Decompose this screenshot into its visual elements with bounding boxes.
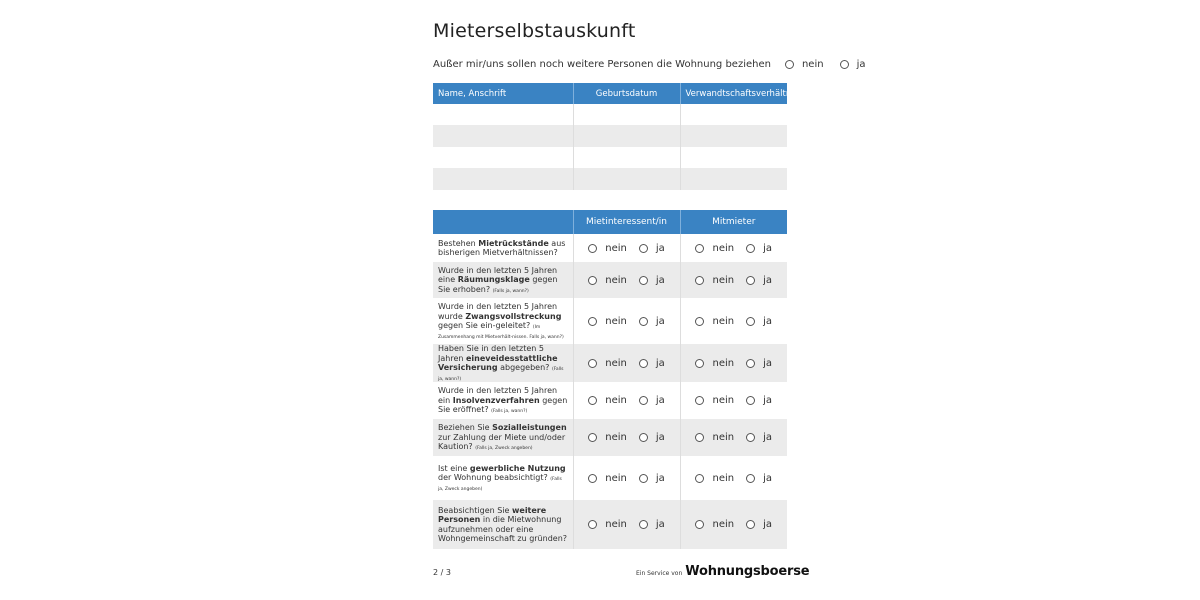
radio-nein[interactable] xyxy=(695,317,704,326)
radio-ja[interactable] xyxy=(639,396,648,405)
question-note: (Falls ja, wann?) xyxy=(492,288,529,294)
people-row xyxy=(433,125,787,146)
comieter-option-ja[interactable] xyxy=(746,275,772,286)
question-row xyxy=(433,234,787,262)
people-table-header xyxy=(433,83,787,104)
option-label: nein xyxy=(712,315,735,327)
radio-nein[interactable] xyxy=(588,276,597,285)
question-keyword: Zwangsvollstreckung xyxy=(465,311,562,321)
question-text-cell xyxy=(433,500,573,549)
radio-ja[interactable] xyxy=(746,474,755,483)
question-keyword: gewerbliche Nutzung xyxy=(469,463,566,473)
question-text: Wurde in den letzten 5 Jahren eine xyxy=(438,265,558,285)
header-birthdate: Geburtsdatum xyxy=(573,83,680,104)
question-text: Beabsichtigen Sie xyxy=(438,505,512,515)
applicant-option-nein[interactable] xyxy=(588,316,627,327)
applicant-option-nein[interactable] xyxy=(588,519,627,530)
questions-table-header xyxy=(433,210,787,234)
people-row xyxy=(433,168,787,189)
applicant-option-nein[interactable] xyxy=(588,432,627,443)
radio-nein[interactable] xyxy=(588,244,597,253)
birthdate-cell[interactable] xyxy=(573,125,680,146)
radio-ja[interactable] xyxy=(746,433,755,442)
people-row xyxy=(433,104,787,125)
comieter-option-ja[interactable] xyxy=(746,432,772,443)
radio-ja[interactable] xyxy=(746,359,755,368)
question-keyword: weitere Personen xyxy=(438,505,547,524)
option-label: nein xyxy=(605,395,627,406)
comieter-answer-cell xyxy=(680,344,787,382)
question-text: gegen Sie eröffnet? xyxy=(438,395,568,415)
option-label: ja xyxy=(856,58,866,70)
header-comieter: Mitmieter xyxy=(680,210,787,234)
question-text-cell xyxy=(433,234,573,262)
radio-nein[interactable] xyxy=(695,396,704,405)
question-keyword: Sozialleistungen xyxy=(492,423,567,433)
applicant-option-ja[interactable] xyxy=(639,358,665,369)
applicant-option-ja[interactable] xyxy=(639,243,665,254)
applicant-answer-cell xyxy=(573,262,680,298)
birthdate-cell[interactable] xyxy=(573,168,680,189)
radio-nein[interactable] xyxy=(588,520,597,529)
question-note: (Falls ja, wann?) xyxy=(491,409,528,415)
applicant-option-nein[interactable] xyxy=(588,358,627,369)
comieter-option-ja[interactable] xyxy=(746,519,772,530)
question-row xyxy=(433,298,787,344)
radio-nein[interactable] xyxy=(588,317,597,326)
name-address-cell[interactable] xyxy=(433,125,573,146)
radio-ja[interactable] xyxy=(639,244,648,253)
option-label: nein xyxy=(712,274,735,286)
comieter-option-nein[interactable] xyxy=(695,358,734,369)
option-label: nein xyxy=(605,432,627,443)
radio-ja[interactable] xyxy=(746,520,755,529)
option-label: ja xyxy=(763,519,772,530)
option-label: nein xyxy=(712,357,735,369)
relationship-cell[interactable] xyxy=(680,125,787,146)
question-row xyxy=(433,456,787,500)
name-address-cell[interactable] xyxy=(433,104,573,125)
comieter-option-ja[interactable] xyxy=(746,358,772,369)
question-note: (Falls ja, Zweck angeben) xyxy=(438,477,562,492)
comieter-option-ja[interactable] xyxy=(746,395,772,406)
radio-nein[interactable] xyxy=(695,474,704,483)
option-label: ja xyxy=(763,395,772,406)
option-label: nein xyxy=(605,357,627,369)
radio-ja[interactable] xyxy=(746,244,755,253)
applicant-option-ja[interactable] xyxy=(639,473,665,484)
question-row xyxy=(433,262,787,298)
comieter-answer-cell xyxy=(680,382,787,419)
radio-nein[interactable] xyxy=(588,359,597,368)
comieter-answer-cell xyxy=(680,234,787,262)
question-text: gegen Sie ein-geleitet? xyxy=(438,321,531,330)
radio-ja[interactable] xyxy=(746,276,755,285)
radio-nein[interactable] xyxy=(695,433,704,442)
option-label: nein xyxy=(712,472,735,484)
radio-ja[interactable] xyxy=(639,359,648,368)
option-label: ja xyxy=(763,242,772,254)
option-label: nein xyxy=(801,58,824,70)
option-label: nein xyxy=(712,395,735,406)
service-branding xyxy=(636,564,809,579)
question-row xyxy=(433,500,787,549)
radio-nein[interactable] xyxy=(695,244,704,253)
question-note: (Falls ja, Zweck angeben) xyxy=(475,446,533,452)
applicant-answer-cell xyxy=(573,298,680,344)
header-question xyxy=(433,210,573,234)
radio-nein[interactable] xyxy=(695,359,704,368)
applicant-answer-cell xyxy=(573,234,680,262)
option-label: ja xyxy=(763,472,772,484)
option-label: ja xyxy=(655,274,665,286)
persons-option-ja[interactable] xyxy=(840,59,866,70)
comieter-option-nein[interactable] xyxy=(695,473,734,484)
radio-nein[interactable] xyxy=(588,474,597,483)
comieter-option-nein[interactable] xyxy=(695,395,734,406)
radio-ja[interactable] xyxy=(639,433,648,442)
question-row xyxy=(433,382,787,419)
question-keyword: Räumungsklage xyxy=(457,275,530,285)
option-label: ja xyxy=(655,357,665,369)
option-label: nein xyxy=(712,519,735,530)
option-label: ja xyxy=(763,274,772,286)
question-text: Beziehen Sie xyxy=(438,423,493,433)
question-text: Bestehen xyxy=(438,238,479,248)
applicant-answer-cell xyxy=(573,500,680,549)
comieter-answer-cell xyxy=(680,419,787,456)
question-row xyxy=(433,344,787,382)
relationship-cell[interactable] xyxy=(680,147,787,168)
radio-ja[interactable] xyxy=(639,276,648,285)
option-label: ja xyxy=(655,472,665,484)
applicant-option-nein[interactable] xyxy=(588,243,627,254)
option-label: ja xyxy=(655,519,665,530)
radio-nein[interactable] xyxy=(588,433,597,442)
applicant-option-nein[interactable] xyxy=(588,395,627,406)
applicant-option-ja[interactable] xyxy=(639,316,665,327)
questions-table xyxy=(433,210,787,549)
question-text: aus bisherigen Mietverhältnissen? xyxy=(438,238,566,257)
comieter-answer-cell xyxy=(680,456,787,500)
question-text-cell xyxy=(433,456,573,500)
comieter-option-nein[interactable] xyxy=(695,243,734,254)
birthdate-cell[interactable] xyxy=(573,147,680,168)
question-note: (Falls ja, wann?) xyxy=(438,367,564,382)
radio-ja[interactable] xyxy=(746,396,755,405)
service-text: Ein Service von xyxy=(636,570,683,577)
applicant-option-nein[interactable] xyxy=(588,275,627,286)
question-text: in die Mietwohnung aufzunehmen oder eine Wohngemeinschaft zu gründen? xyxy=(438,515,568,543)
option-label: nein xyxy=(712,432,735,443)
name-address-cell[interactable] xyxy=(433,147,573,168)
question-text-cell xyxy=(433,298,573,344)
comieter-answer-cell xyxy=(680,500,787,549)
question-text-cell xyxy=(433,344,573,382)
radio-nein[interactable] xyxy=(695,520,704,529)
question-keyword: eineveidesstattliche Versicherung xyxy=(438,353,558,372)
relationship-cell[interactable] xyxy=(680,104,787,125)
question-text: Ist eine xyxy=(438,463,470,473)
radio-ja[interactable] xyxy=(840,60,849,69)
option-label: nein xyxy=(605,472,627,484)
header-applicant: Mietinteressent/in xyxy=(573,210,680,234)
applicant-option-ja[interactable] xyxy=(639,432,665,443)
radio-ja[interactable] xyxy=(639,520,648,529)
question-note: (Im Zusammenhang mit Mietverhält-nissen. Falls ja, wann?) xyxy=(438,325,564,340)
option-label: nein xyxy=(605,274,627,286)
birthdate-cell[interactable] xyxy=(573,104,680,125)
header-relationship: Verwandtschaftsverhältnis xyxy=(680,83,787,104)
applicant-answer-cell xyxy=(573,382,680,419)
option-label: nein xyxy=(605,519,627,530)
applicant-answer-cell xyxy=(573,344,680,382)
comieter-answer-cell xyxy=(680,298,787,344)
question-text: gegen Sie erhoben? xyxy=(438,275,558,294)
comieter-option-nein[interactable] xyxy=(695,275,734,286)
radio-ja[interactable] xyxy=(639,474,648,483)
applicant-option-ja[interactable] xyxy=(639,275,665,286)
applicant-answer-cell xyxy=(573,456,680,500)
option-label: ja xyxy=(655,432,665,443)
comieter-option-ja[interactable] xyxy=(746,316,772,327)
persons-question-text: Außer mir/uns sollen noch weitere Personen die Wohnung beziehen xyxy=(433,58,771,70)
option-label: ja xyxy=(763,432,772,443)
radio-nein[interactable] xyxy=(695,276,704,285)
people-table xyxy=(433,83,799,190)
question-text-cell xyxy=(433,262,573,298)
name-address-cell[interactable] xyxy=(433,168,573,189)
question-text: Haben Sie in den letzten 5 Jahren xyxy=(438,344,544,363)
question-text: Wurde in den letzten 5 Jahren wurde xyxy=(438,302,558,321)
persons-question xyxy=(433,57,881,71)
question-text: der Wohnung beabsichtigt? xyxy=(438,473,548,483)
people-row xyxy=(433,147,787,168)
applicant-option-nein[interactable] xyxy=(588,473,627,484)
question-text-cell xyxy=(433,382,573,419)
question-row xyxy=(433,419,787,456)
comieter-option-nein[interactable] xyxy=(695,519,734,530)
option-label: ja xyxy=(655,395,665,406)
radio-nein[interactable] xyxy=(785,60,794,69)
option-label: nein xyxy=(605,315,627,327)
option-label: ja xyxy=(763,315,772,327)
header-name-address: Name, Anschrift xyxy=(433,83,573,104)
option-label: nein xyxy=(605,242,627,254)
question-keyword: Mietrückstände xyxy=(478,238,549,248)
comieter-answer-cell xyxy=(680,262,787,298)
persons-option-nein[interactable] xyxy=(785,59,824,70)
applicant-answer-cell xyxy=(573,419,680,456)
applicant-option-ja[interactable] xyxy=(639,395,665,406)
comieter-option-ja[interactable] xyxy=(746,473,772,484)
radio-nein[interactable] xyxy=(588,396,597,405)
option-label: ja xyxy=(655,315,665,327)
option-label: ja xyxy=(763,357,772,369)
question-keyword: Insolvenzverfahren xyxy=(452,395,540,405)
comieter-option-nein[interactable] xyxy=(695,432,734,443)
question-text: zur Zahlung der Miete und/oder Kaution? xyxy=(438,432,566,452)
question-text: abgegeben? xyxy=(497,363,550,372)
wohnungsboerse-logo: Wohnungsboerse xyxy=(685,564,810,579)
comieter-option-nein[interactable] xyxy=(695,316,734,327)
option-label: nein xyxy=(712,242,735,254)
page-title: Mieterselbstauskunft xyxy=(433,20,636,42)
option-label: ja xyxy=(655,242,665,254)
comieter-option-ja[interactable] xyxy=(746,243,772,254)
question-text-cell xyxy=(433,419,573,456)
question-text: Wurde in den letzten 5 Jahren ein xyxy=(438,386,558,405)
radio-ja[interactable] xyxy=(746,317,755,326)
radio-ja[interactable] xyxy=(639,317,648,326)
relationship-cell[interactable] xyxy=(680,168,787,189)
applicant-option-ja[interactable] xyxy=(639,519,665,530)
page-number: 2 / 3 xyxy=(433,568,451,577)
